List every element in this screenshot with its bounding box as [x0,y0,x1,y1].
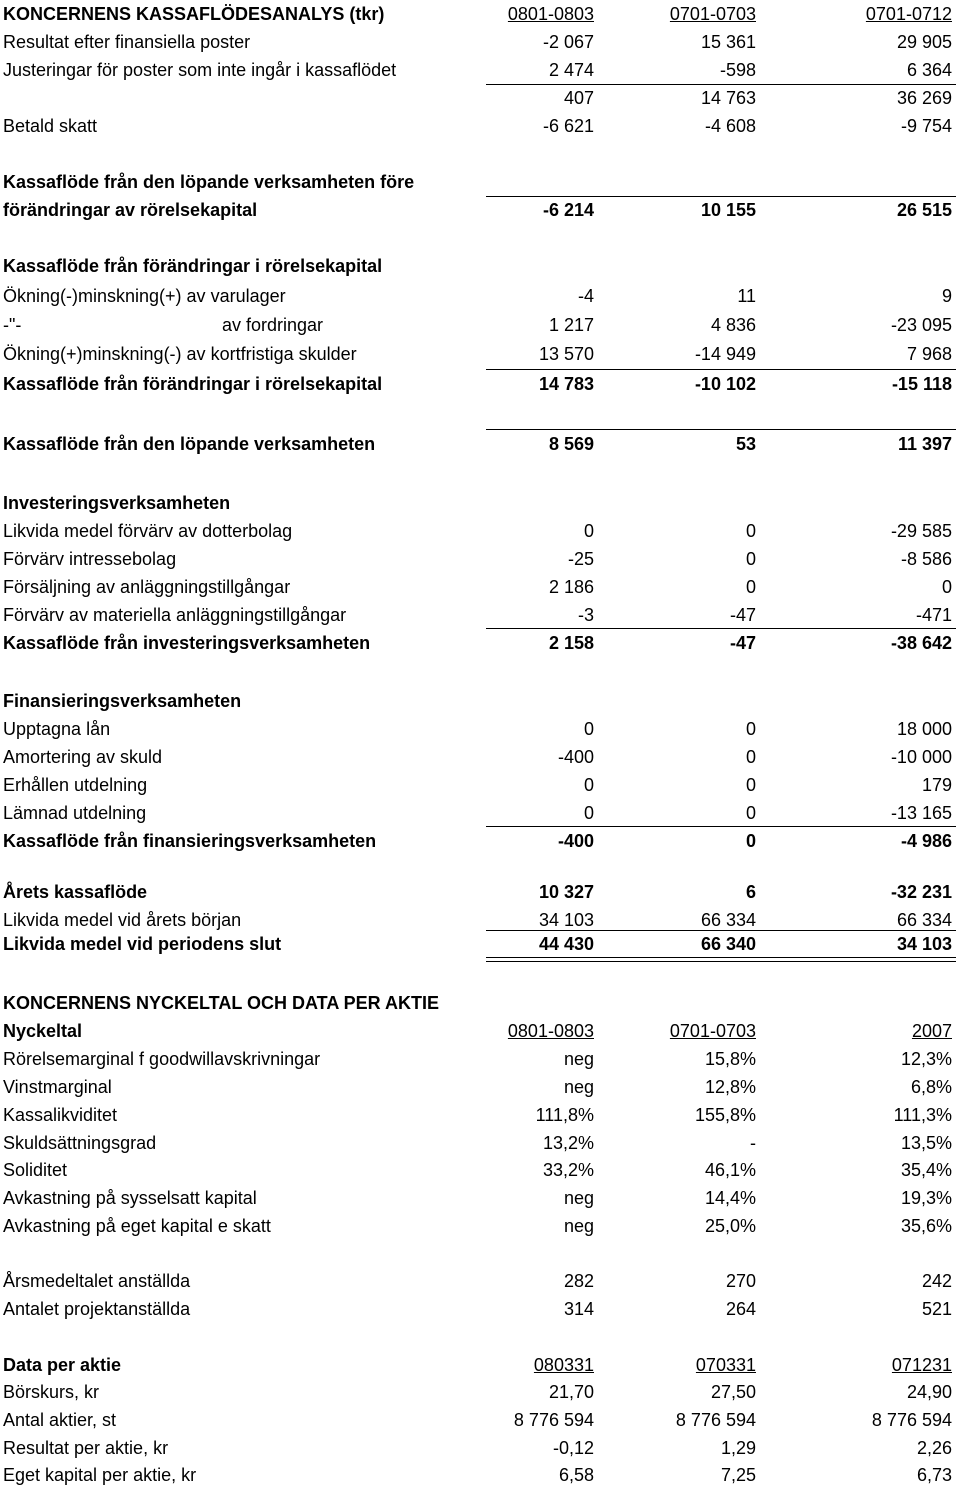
cell-value: 15,8% [704,1049,756,1069]
row-label: Kassaflöde från investeringsverksamheten [3,633,371,653]
cell-value: 13,5% [900,1133,952,1153]
cell-value: 44 430 [538,934,594,954]
row-label: Kassaflöde från förändringar i rörelsekapital [3,256,383,276]
table-row [0,1103,960,1127]
cell-value: 282 [563,1271,594,1291]
cell-value: -47 [729,633,756,653]
keyfigures-title: KONCERNENS NYCKELTAL OCH DATA PER AKTIE [3,993,440,1013]
table-row [0,547,960,571]
row-label: -"- [3,315,22,335]
cell-value: -471 [915,605,952,625]
cell-value: -10 000 [890,747,952,767]
cell-value: 270 [725,1271,756,1291]
total-row [0,880,960,904]
table-row [0,801,960,825]
sum-line [486,930,956,931]
period-header: 0701-0703 [669,4,756,24]
cell-value: 0 [583,803,594,823]
cell-value: -400 [557,831,594,851]
row-label: Antalet projektanställda [3,1299,191,1319]
table-row [0,519,960,543]
cell-value: 0 [745,719,756,739]
cell-value: -4 608 [704,116,756,136]
cell-value: 8 569 [548,434,594,454]
table-row [0,603,960,627]
cell-value: 111,8% [535,1105,594,1125]
row-label: Justeringar för poster som inte ingår i kassaflödet [3,60,397,80]
subtotal-row [0,829,960,853]
total-row [0,932,960,956]
cell-value: -47 [729,605,756,625]
cell-value: 2,26 [916,1438,952,1458]
cell-value: 8 776 594 [871,1410,952,1430]
table-row [0,773,960,797]
row-label: Likvida medel vid årets början [3,910,242,930]
table-row [0,1380,960,1404]
cell-value: -4 986 [900,831,952,851]
section-heading [0,689,960,713]
table-row [0,1408,960,1432]
row-label: Förvärv av materiella anläggningstillgångar [3,605,347,625]
period-header: 0801-0803 [507,1021,594,1041]
table-row [0,86,960,110]
subtotal-row [0,432,960,456]
cell-value: 15 361 [700,32,756,52]
row-label: Amortering av skuld [3,747,163,767]
row-label-continued: av fordringar [222,315,324,335]
period-header: 2007 [911,1021,952,1041]
row-label: Finansieringsverksamheten [3,691,242,711]
cell-value: neg [563,1077,594,1097]
cell-value: -38 642 [890,633,952,653]
subtotal-row [0,198,960,222]
row-label: Årsmedeltalet anställda [3,1271,191,1291]
cell-value: 0 [583,719,594,739]
keyfigures-header: Nyckeltal [3,1021,83,1041]
row-label: Kassaflöde från förändringar i rörelsekapital [3,374,383,394]
pershare-header: Data per aktie [3,1355,122,1375]
table-row [0,1075,960,1099]
cell-value: 19,3% [900,1188,952,1208]
row-label: Försäljning av anläggningstillgångar [3,577,291,597]
sum-line [486,628,956,629]
cell-value: -29 585 [890,521,952,541]
row-label: Ökning(+)minskning(-) av kortfristiga skulder [3,344,357,364]
cell-value: 14 783 [538,374,594,394]
cell-value: 34 103 [538,910,594,930]
cell-value: 0 [583,521,594,541]
cell-value: 0 [583,775,594,795]
cell-value: 14 763 [700,88,756,108]
row-label: Vinstmarginal [3,1077,112,1097]
cell-value: neg [563,1049,594,1069]
sum-line [486,429,956,430]
cell-value: -32 231 [890,882,952,902]
cell-value: 12,8% [704,1077,756,1097]
cell-value: 66 340 [700,934,756,954]
period-header: 080331 [533,1355,594,1375]
cell-value: -400 [557,747,594,767]
table-row [0,114,960,138]
sum-line [486,196,956,197]
cell-value: 0 [745,831,756,851]
table-row [0,58,960,82]
table-row [0,170,960,194]
table-row [0,30,960,54]
table-row [0,575,960,599]
row-label: Eget kapital per aktie, kr [3,1465,197,1485]
cell-value: 35,6% [900,1216,952,1236]
cell-value: -6 621 [542,116,594,136]
period-header: 0701-0703 [669,1021,756,1041]
row-label: Kassaflöde från den löpande verksamheten [3,434,376,454]
table-row [0,1269,960,1293]
cell-value: 8 776 594 [675,1410,756,1430]
row-label: Lämnad utdelning [3,803,147,823]
cell-value: 521 [921,1299,952,1319]
cell-value: 4 836 [710,315,756,335]
cell-value: 33,2% [542,1160,594,1180]
table-row [0,1463,960,1487]
row-label: Förvärv intressebolag [3,549,177,569]
cell-value: -4 [577,286,594,306]
cell-value: -9 754 [900,116,952,136]
cell-value: 0 [941,577,952,597]
cell-value: 0 [745,549,756,569]
row-label: förändringar av rörelsekapital [3,200,258,220]
cell-value: -10 102 [694,374,756,394]
cell-value: 2 158 [548,633,594,653]
row-label: Upptagna lån [3,719,111,739]
cell-value: -8 586 [900,549,952,569]
cell-value: neg [563,1188,594,1208]
table-row [0,1214,960,1238]
row-label: Betald skatt [3,116,98,136]
table-row [0,717,960,741]
cell-value: 6,73 [916,1465,952,1485]
double-line-top [486,957,956,958]
cell-value: 1,29 [720,1438,756,1458]
cell-value: 11 [737,286,756,306]
table-row [0,284,960,308]
cell-value: 111,3% [893,1105,952,1125]
cell-value: 8 776 594 [513,1410,594,1430]
period-header: 0701-0712 [865,4,952,24]
row-label: Investeringsverksamheten [3,493,231,513]
row-label: Likvida medel vid periodens slut [3,934,282,954]
cell-value: -25 [567,549,594,569]
cell-value: 0 [745,803,756,823]
table-row [0,1186,960,1210]
cell-value: 26 515 [896,200,952,220]
sum-line [486,369,956,370]
table-row [0,342,960,366]
cell-value: 7,25 [720,1465,756,1485]
cell-value: 407 [563,88,594,108]
table-row [0,745,960,769]
cell-value: 13,2% [542,1133,594,1153]
cell-value: -598 [719,60,756,80]
row-label: Resultat per aktie, kr [3,1438,169,1458]
row-label: Soliditet [3,1160,68,1180]
double-line-bottom [486,961,956,962]
cell-value: 6 364 [906,60,952,80]
table-row [0,1131,960,1155]
cell-value: -14 949 [694,344,756,364]
cell-value: 21,70 [548,1382,594,1402]
cell-value: 13 570 [538,344,594,364]
cell-value: 0 [745,577,756,597]
cell-value: -0,12 [552,1438,594,1458]
cell-value: 12,3% [900,1049,952,1069]
subtotal-row [0,631,960,655]
cell-value: 6,8% [910,1077,952,1097]
cell-value: 6,58 [558,1465,594,1485]
row-label: Erhållen utdelning [3,775,148,795]
cell-value: -2 067 [542,32,594,52]
period-header: 0801-0803 [507,4,594,24]
row-label: Årets kassaflöde [3,882,148,902]
row-label: Skuldsättningsgrad [3,1133,157,1153]
cell-value: 2 186 [548,577,594,597]
cell-value: 35,4% [900,1160,952,1180]
period-header: 071231 [891,1355,952,1375]
cell-value: 34 103 [896,934,952,954]
subtotal-row [0,372,960,396]
row-label: Kassalikviditet [3,1105,118,1125]
cell-value: 0 [745,521,756,541]
row-label: Ökning(-)minskning(+) av varulager [3,286,286,306]
cell-value: 314 [563,1299,594,1319]
cell-value: 66 334 [896,910,952,930]
cell-value: 14,4% [704,1188,756,1208]
cashflow-header-row [0,2,960,26]
cell-value: 11 397 [897,434,952,454]
cell-value: 1 217 [548,315,594,335]
cell-value: 7 968 [906,344,952,364]
row-label: Börskurs, kr [3,1382,100,1402]
row-label: Kassaflöde från den löpande verksamheten före [3,172,415,192]
cell-value: 27,50 [710,1382,756,1402]
cell-value: 6 [745,882,756,902]
cell-value: -6 214 [542,200,594,220]
period-header: 070331 [695,1355,756,1375]
row-label: Resultat efter finansiella poster [3,32,251,52]
cell-value: 0 [745,747,756,767]
cell-value: -3 [577,605,594,625]
cell-value: 53 [735,434,756,454]
table-row [0,908,960,932]
row-label: Avkastning på eget kapital e skatt [3,1216,271,1236]
cell-value: 2 474 [548,60,594,80]
cell-value: 18 000 [896,719,952,739]
row-label: Antal aktier, st [3,1410,117,1430]
cell-value: - [750,1133,756,1153]
cell-value: 25,0% [704,1216,756,1236]
cell-value: 10 327 [538,882,594,902]
cell-value: 179 [921,775,952,795]
table-row [0,313,960,337]
cell-value: 66 334 [700,910,756,930]
row-label: Rörelsemarginal f goodwillavskrivningar [3,1049,321,1069]
row-label: Likvida medel förvärv av dotterbolag [3,521,293,541]
sum-line [486,826,956,827]
row-label: Kassaflöde från finansieringsverksamheten [3,831,377,851]
cell-value: -23 095 [890,315,952,335]
cell-value: 46,1% [704,1160,756,1180]
cell-value: 24,90 [906,1382,952,1402]
cell-value: 29 905 [896,32,952,52]
table-row [0,1047,960,1071]
keyfigures-title-row [0,991,960,1015]
cell-value: 155,8% [694,1105,756,1125]
cashflow-title: KONCERNENS KASSAFLÖDESANALYS (tkr) [3,4,385,24]
table-row [0,1158,960,1182]
section-heading [0,491,960,515]
table-row [0,1436,960,1460]
keyfigures-header-row [0,1019,960,1043]
cell-value: 10 155 [700,200,756,220]
row-label: Avkastning på sysselsatt kapital [3,1188,257,1208]
cell-value: 36 269 [896,88,952,108]
sum-line [486,84,956,85]
cell-value: 0 [745,775,756,795]
table-row [0,1297,960,1321]
section-heading [0,254,960,278]
cell-value: 264 [725,1299,756,1319]
cell-value: 242 [921,1271,952,1291]
cell-value: 9 [941,286,952,306]
pershare-header-row [0,1353,960,1377]
cell-value: -15 118 [891,374,952,394]
cell-value: -13 165 [890,803,952,823]
cell-value: neg [563,1216,594,1236]
